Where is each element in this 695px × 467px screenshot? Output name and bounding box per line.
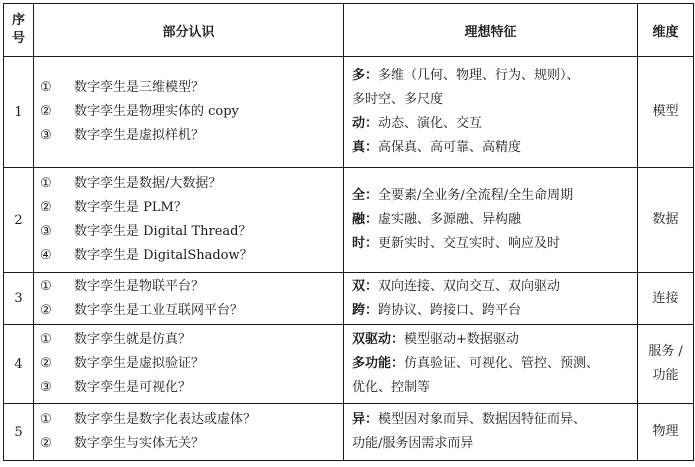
- cognition-item: [40, 196, 343, 220]
- feature-line: [352, 112, 633, 136]
- feature-line: [352, 184, 633, 208]
- table-row: [4, 404, 694, 461]
- cognition-item: [40, 76, 343, 100]
- cognition-item: [40, 172, 343, 196]
- feature-line: [352, 328, 633, 352]
- dimension-text: 模型: [652, 104, 679, 119]
- feature-line: [352, 432, 633, 456]
- cognition-text: 数字孪生是三维模型？: [74, 80, 205, 95]
- dimension-text: 数据: [652, 212, 679, 227]
- cognition-item: [40, 408, 343, 432]
- item-marker: ②: [40, 436, 52, 451]
- cognition-item: [40, 299, 343, 323]
- header-number-line-1: 序: [11, 13, 25, 28]
- item-marker: ②: [40, 104, 52, 119]
- feature-key: 异：: [352, 412, 379, 427]
- cognition-text: 数字孪生就是仿真？: [74, 332, 192, 347]
- cognition-cell: [34, 404, 344, 461]
- item-marker: ①: [40, 278, 52, 294]
- cognition-text: 数字孪生是 PLM？: [74, 200, 187, 215]
- item-marker: ③: [40, 224, 52, 239]
- dimension-text: 服务 /: [648, 344, 683, 359]
- dimension-text: 连接: [652, 290, 679, 306]
- feature-text: 双向连接、双向交互、双向驱动: [378, 278, 561, 294]
- feature-key: 动：: [352, 116, 379, 131]
- item-marker: ③: [40, 128, 52, 143]
- features-cell: [344, 325, 638, 404]
- dimension-cell: [638, 57, 694, 168]
- header-number: [4, 4, 34, 57]
- cognition-text: 数字孪生是物联平台？: [74, 278, 205, 294]
- feature-text: 动态、演化、交互: [378, 116, 483, 131]
- features-cell: [344, 57, 638, 168]
- cognition-cell: [34, 273, 344, 325]
- item-marker: ①: [40, 412, 52, 427]
- feature-line: [352, 208, 633, 232]
- feature-text: 模型因对象而异、数据因特征而异、: [378, 412, 587, 427]
- cognition-item: [40, 124, 343, 148]
- cognition-text: 数字孪生是可视化？: [74, 380, 192, 395]
- feature-text: 虚实融、多源融、异构融: [378, 212, 522, 227]
- header-cognition: 部分认识: [34, 4, 344, 57]
- feature-line: [352, 376, 633, 400]
- item-marker: ②: [40, 302, 52, 318]
- feature-key: 时：: [352, 236, 379, 251]
- cognition-item: [40, 100, 343, 124]
- feature-line: [352, 352, 633, 376]
- feature-text: 全要素/全业务/全流程/全生命周期: [378, 188, 574, 203]
- item-marker: ①: [40, 332, 52, 347]
- cognition-text: 数字孪生是数字化表达或虚体？: [74, 412, 257, 427]
- cognition-item: [40, 376, 343, 400]
- feature-key: 双：: [352, 278, 379, 294]
- cognition-text: 数字孪生是 Digital Thread？: [74, 224, 252, 239]
- item-marker: ①: [40, 80, 52, 95]
- cognition-text: 数字孪生是工业互联网平台？: [74, 302, 244, 318]
- cognition-item: [40, 432, 343, 456]
- feature-line: [352, 136, 633, 160]
- dimension-text: 物理: [652, 424, 679, 439]
- cognition-cell: [34, 57, 344, 168]
- feature-line: [352, 299, 633, 323]
- item-marker: ②: [40, 356, 52, 371]
- feature-line: [352, 232, 633, 256]
- feature-key: 融：: [352, 212, 379, 227]
- feature-line: [352, 64, 633, 88]
- row-number: 5: [4, 404, 34, 461]
- feature-text: 多时空、多尺度: [352, 92, 444, 107]
- header-row: [4, 4, 694, 57]
- cognition-item: [40, 328, 343, 352]
- feature-key: 真：: [352, 140, 379, 155]
- header-features: 理想特征: [344, 4, 638, 57]
- cognition-text: 数字孪生是虚拟验证？: [74, 356, 205, 371]
- feature-text: 仿真验证、可视化、管控、预测、: [404, 356, 600, 371]
- dimension-cell: [638, 273, 694, 325]
- row-number: 4: [4, 325, 34, 404]
- features-cell: [344, 273, 638, 325]
- cognition-item: [40, 244, 343, 268]
- feature-text: 高保真、高可靠、高精度: [378, 140, 522, 155]
- digital-twin-table: [3, 3, 694, 461]
- feature-text: 更新实时、交互实时、响应及时: [378, 236, 561, 251]
- cognition-text: 数字孪生是虚拟样机？: [74, 128, 205, 143]
- row-number: 2: [4, 168, 34, 273]
- feature-text: 模型驱动+数据驱动: [404, 332, 519, 347]
- feature-line: [352, 275, 633, 299]
- item-marker: ②: [40, 200, 52, 215]
- header-number-line-2: 号: [11, 31, 25, 46]
- feature-key: 多功能：: [352, 356, 405, 371]
- dimension-cell: [638, 168, 694, 273]
- cognition-item: [40, 275, 343, 299]
- table-row: [4, 273, 694, 325]
- cognition-item: [40, 220, 343, 244]
- feature-key: 全：: [352, 188, 379, 203]
- cognition-text: 数字孪生是物理实体的 copy: [74, 104, 239, 119]
- dimension-cell: [638, 325, 694, 404]
- feature-key: 跨：: [352, 302, 379, 318]
- feature-text: 多维（几何、物理、行为、规则）、: [378, 68, 580, 83]
- row-number: 3: [4, 273, 34, 325]
- feature-text: 优化、控制等: [352, 380, 431, 395]
- feature-text: 功能/服务因需求而异: [352, 436, 474, 451]
- cognition-cell: [34, 168, 344, 273]
- item-marker: ③: [40, 380, 52, 395]
- header-dimension: 维度: [638, 4, 694, 57]
- feature-line: [352, 88, 633, 112]
- features-cell: [344, 404, 638, 461]
- cognition-text: 数字孪生与实体无关？: [74, 436, 205, 451]
- table-row: [4, 57, 694, 168]
- cognition-text: 数字孪生是数据/大数据？: [74, 176, 222, 191]
- cognition-cell: [34, 325, 344, 404]
- cognition-item: [40, 352, 343, 376]
- item-marker: ①: [40, 176, 52, 191]
- table-row: [4, 325, 694, 404]
- row-number: 1: [4, 57, 34, 168]
- item-marker: ④: [40, 248, 52, 263]
- table-row: [4, 168, 694, 273]
- dimension-text: 功能: [652, 368, 679, 383]
- feature-key: 双驱动：: [352, 332, 405, 347]
- dimension-cell: [638, 404, 694, 461]
- feature-key: 多：: [352, 68, 379, 83]
- feature-line: [352, 408, 633, 432]
- feature-text: 跨协议、跨接口、跨平台: [378, 302, 522, 318]
- cognition-text: 数字孪生是 DigitalShadow？: [74, 248, 253, 263]
- features-cell: [344, 168, 638, 273]
